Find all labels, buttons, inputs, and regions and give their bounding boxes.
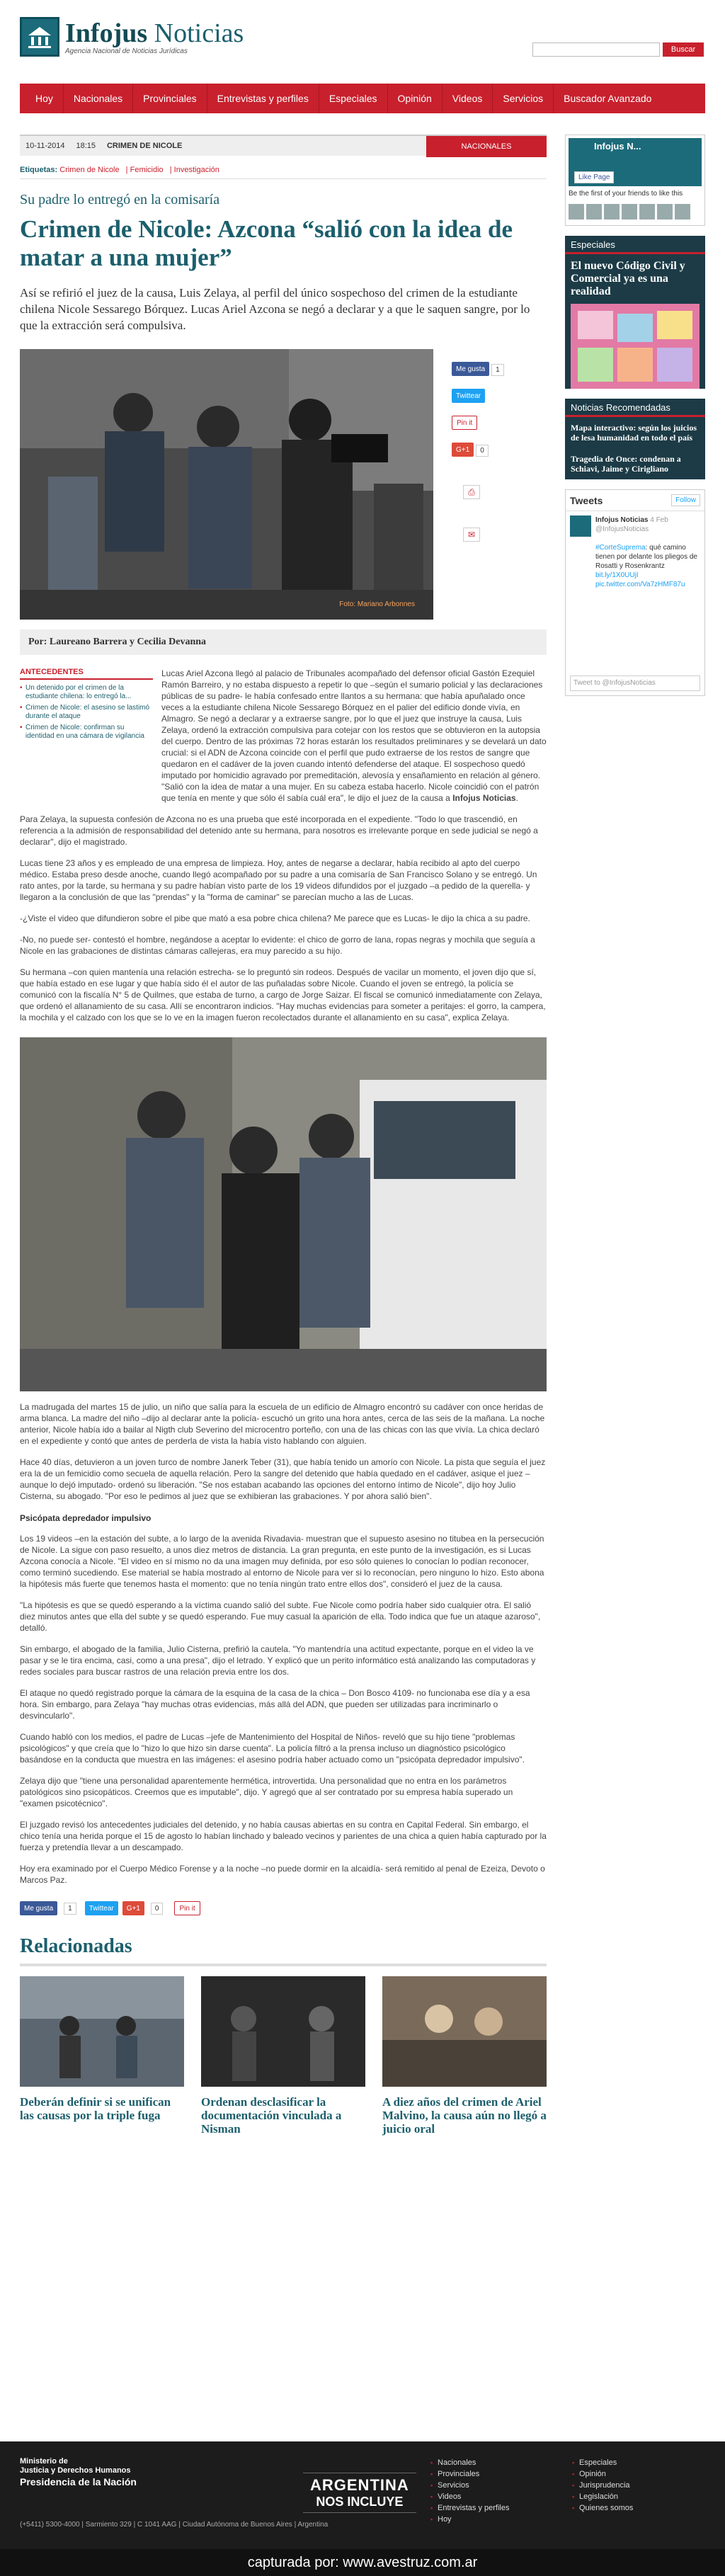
avatar[interactable] — [604, 204, 620, 220]
article-date: 10-11-2014 — [25, 142, 65, 150]
article-paragraph: -No, no puede ser- contestó el hombre, negándose a aceptar lo evidente: el chico de gorro de lana, ropas negras y mochila que seguía a Nicole en las grabaciones de distintas cámaras callejeras, era muy parecido a su hijo. — [20, 935, 535, 956]
facebook-like-page-button[interactable]: Like Page — [574, 171, 614, 183]
footer-link[interactable]: ▪ Opinión — [572, 2468, 633, 2480]
tweet — [566, 511, 704, 593]
tag-link[interactable]: Investigación — [173, 166, 219, 174]
related-card[interactable] — [20, 1976, 184, 2136]
logo-emblem-icon — [20, 17, 59, 57]
article-section[interactable]: CRIMEN DE NICOLE — [106, 142, 183, 150]
avatar[interactable] — [639, 204, 655, 220]
share-sidebar — [447, 349, 547, 620]
email-icon[interactable]: ✉ — [463, 528, 480, 542]
footer-link[interactable]: ▪ Nacionales — [430, 2457, 509, 2468]
nav-item-hoy[interactable]: Hoy — [25, 84, 64, 113]
tweet-handle[interactable]: @InfojusNoticias — [595, 525, 649, 533]
share-bottom-bar — [20, 1901, 547, 1915]
facebook-widget-text: Be the first of your friends to like this — [569, 190, 683, 198]
nav-item-buscador[interactable]: Buscador Avanzado — [564, 93, 652, 104]
article-subhead: Psicópata depredador impulsivo — [20, 1513, 152, 1523]
related-card[interactable] — [201, 1976, 365, 2136]
tags-label: Etiquetas: — [20, 166, 58, 174]
footer-links-a — [430, 2457, 509, 2525]
facebook-faces — [569, 201, 702, 222]
pinterest-button[interactable]: Pin it — [174, 1901, 200, 1915]
article-body — [20, 814, 547, 1886]
nav-item-servicios[interactable]: Servicios — [493, 84, 554, 113]
especiales-heading: Especiales — [565, 236, 705, 254]
article-paragraph: El ataque no quedó registrado porque la cámara de la esquina de la casa de la chica – Don Bosco 4109- no funcionaba ese día y a esa hora. Sin embargo, para Zelaya "hay muchas otras evidencias, más allá del ADN, que pueden ser utilizadas para incriminarlo o desvincularlo". — [20, 1688, 530, 1721]
antecedente-link[interactable]: • Crimen de Nicole: el asesino se lastimó durante el ataque — [20, 704, 153, 721]
avatar[interactable] — [570, 515, 591, 537]
tweet-author[interactable]: Infojus Noticias — [595, 516, 649, 524]
related-headline[interactable]: Deberán definir si se unifican las causas por la triple fuga — [20, 2095, 171, 2122]
photo-credit: Foto: Mariano Arbonnes — [339, 600, 415, 608]
related-title: Relacionadas — [20, 1935, 547, 1966]
twitter-follow-button[interactable]: Follow — [671, 494, 700, 506]
facebook-widget — [565, 135, 705, 226]
article-paragraph: Los 19 videos –en la estación del subte, a lo largo de la avenida Rivadavia- muestran que el supuesto asesino no titubea en la persecución de Nicole. La sigue con paso resuelto, a unos diez metros de distancia. La gran pregunta, en este punto de la investigación, es si Lucas Azcona conocía a Nicole. "El video en sí mismo no da una imagen muy definida, por eso sólo quienes lo conocían lo podían reconocer, como terminó sucediendo. Ese material se había mostrado al entorno de Nicole para ver si lo reconocían, pero ninguno lo hizo. Esto abona la hipótesis más fuerte que tenemos hasta el momento: que no tenía ningún trato entre ellos dos", consideró el juez de la causa. — [20, 1534, 544, 1589]
facebook-count: 1 — [491, 364, 504, 376]
article-paragraph: Hace 40 días, detuvieron a un joven turco de nombre Janerk Teber (31), que había tenido un amorío con Nicole. La pista que seguía el juez era la de un femicidio como secuela de aquella relación. Pero la sangre del detenido que había quedado en el cadáver, asique el juez –aunque lo dejó imputado- ordenó su liberación. "Se nos estaban acabando las opciones del entorno íntimo de Nicole", dijo hoy Julio Cisterna, su abogado. "Por eso le pedimos al juez que se exhibieran las grabaciones. Y por ahora salió bien". — [20, 1457, 546, 1501]
nav-item-videos[interactable]: Videos — [443, 84, 493, 113]
article-paragraph: Para Zelaya, la supuesta confesión de Azcona no es una prueba que esté incorporada en el expediente. "Todo lo que trascendió, en referencia a la admisión de responsabilidad del detenido ante su hermana, para nosotros es irrelevante porque en sede judicial se negó a declarar", dijo el magistrado. — [20, 814, 538, 847]
site-title: Infojus Noticias — [65, 18, 244, 48]
related-card[interactable] — [382, 1976, 547, 2136]
google-plus-button[interactable]: G+1 — [122, 1901, 144, 1915]
site-header — [0, 0, 725, 79]
footer-link[interactable]: ▪ Entrevistas y perfiles — [430, 2502, 509, 2514]
recomendadas-box — [565, 399, 705, 479]
tweet-hashtag[interactable]: #CorteSuprema — [595, 544, 646, 552]
main-content — [20, 135, 547, 2136]
recomendadas-heading: Noticias Recomendadas — [565, 399, 705, 417]
article-byline: Por: Laureano Barrera y Cecilia Devanna — [20, 629, 547, 655]
article-paragraph: Cuando habló con los medios, el padre de Lucas –jefe de Mantenimiento del Hospital de Niños- reveló que su hijo tiene "problemas psicológicos" y que creía que lo "hizo lo que hizo sin darse cuenta". La policía filtró a la prensa incluso un diagnóstico psicológico basándose en la conducta que muestra en las imágenes: el asesino podría haber actuado como un "psicópata depredador impulsivo". — [20, 1732, 525, 1765]
recomendada-link[interactable]: Tragedia de Once: condenan a Schiavi, Jaime y Cirigliano — [571, 454, 681, 474]
antecedentes-title: ANTECEDENTES — [20, 668, 153, 680]
facebook-like-button[interactable]: Me gusta — [452, 362, 489, 376]
article-headline: Crimen de Nicole: Azcona “salió con la idea de matar a una mujer” — [20, 215, 513, 271]
tweet-to-input[interactable]: Tweet to @InfojusNoticias — [570, 676, 700, 691]
print-icon[interactable]: ⎙ — [463, 485, 480, 499]
facebook-page-cover — [569, 138, 702, 186]
antecedente-link[interactable]: • Crimen de Nicole: confirman su identidad en una cámara de vigilancia — [20, 724, 153, 741]
footer-link[interactable]: ▪ Servicios — [430, 2480, 509, 2491]
pinterest-button[interactable]: Pin it — [452, 416, 477, 430]
footer-link[interactable]: ▪ Provinciales — [430, 2468, 509, 2480]
section-badge[interactable]: NACIONALES — [426, 136, 547, 157]
facebook-count: 1 — [64, 1903, 76, 1915]
footer-link[interactable]: ▪ Jurisprudencia — [572, 2480, 633, 2491]
especiales-title[interactable]: El nuevo Código Civil y Comercial ya es una realidad — [571, 260, 685, 297]
avatar[interactable] — [657, 204, 673, 220]
antecedente-link[interactable]: • Un detenido por el crimen de la estudiante chilena: lo entregó la... — [20, 684, 153, 701]
nav-item-entrevistas[interactable]: Entrevistas y perfiles — [207, 84, 319, 113]
antecedentes-box — [20, 668, 161, 804]
tags-bar: Etiquetas: Crimen de Nicole | Femicidio | Investigación — [20, 161, 547, 179]
google-plus-count: 0 — [151, 1903, 164, 1915]
sidebar — [565, 135, 705, 696]
related-image — [201, 1976, 365, 2087]
tweet-link[interactable]: bit.ly/1X0UUjI pic.twitter.com/Va7zHMF87u — [595, 571, 685, 588]
especiales-image[interactable] — [571, 304, 700, 389]
site-logo[interactable] — [20, 17, 244, 57]
footer-link[interactable]: ▪ Quienes somos — [572, 2502, 633, 2514]
article-paragraph: Lucas tiene 23 años y es empleado de una empresa de limpieza. Hoy, antes de negarse a declarar, había recibido al apto del cuerpo médico. Estaba preso desde anoche, cuando llegó acompañado por su padre a una comisaría de San Francisco Solano y se entregó. Un rato antes, por la tarde, su hermana y su padre habían visto parte de los 19 videos difundidos por el juzgado –a pedido de la querella- y llegaron a la conclusión de que las "prendas" y la "forma de caminar" se parecían mucho a las de Lucas. — [20, 858, 537, 902]
capture-watermark: capturada por: www.avestruz.com.ar — [0, 2549, 725, 2576]
related-headline[interactable]: Ordenan desclasificar la documentación vinculada a Nisman — [201, 2095, 342, 2136]
article-paragraph: -¿Viste el video que difundieron sobre el pibe que mató a esa pobre chica chilena? Me parece que es Lucas- le dijo la chica a su padre. — [20, 913, 530, 923]
twitter-share-button[interactable]: Twittear — [85, 1901, 118, 1915]
google-plus-button[interactable]: G+1 — [452, 443, 474, 457]
article-paragraph: El juzgado revisó los antecedentes judiciales del detenido, y no había causas abiertas en su contra en Capital Federal. Sin embargo, el chico tenía una herida porque el 15 de agosto lo habían linchado y baleado vecinos y parientes de una chica a quien había capturado por la fuerza y pretendía llevar a un descampado. — [20, 1820, 547, 1852]
search-input[interactable] — [532, 42, 660, 57]
article-summary: Así se refirió el juez de la causa, Luis Zelaya, al perfil del único sospechoso del crimen de la estudiante chilena Nicole Sessarego Bórquez. Lucas Ariel Azcona se negó a declarar y a que le saquen sangre, por lo que la extracción será compulsiva. — [20, 286, 530, 332]
article-paragraph: Sin embargo, el abogado de la familia, Julio Cisterna, prefirió la cautela. "Yo mantendría una actitud expectante, porque en el video la ve pasar y se le tira encima, casi, como a una presa", dijo el letrado. Y explicó que un perito informático está analizando las computadoras y redes sociales para buscar rastros de una relación previa entre los dos. — [20, 1644, 536, 1677]
nav-item-nacionales[interactable]: Nacionales — [64, 84, 133, 113]
related-list — [20, 1976, 547, 2136]
footer-links-b — [572, 2457, 633, 2514]
nav-item-especiales[interactable]: Especiales — [319, 84, 388, 113]
facebook-page-name[interactable]: Infojus N... — [594, 141, 641, 152]
article-photo-2 — [20, 1037, 547, 1391]
footer-link[interactable]: ▪ Especiales — [572, 2457, 633, 2468]
tag-link[interactable]: Crimen de Nicole — [59, 166, 120, 174]
avatar[interactable] — [586, 204, 602, 220]
article-paragraph: La madrugada del martes 15 de julio, un niño que salía para la escuela de un edificio de Almagro encontró su cadáver con once heridas de arma blanca. La madre del niño –dijo al declarar ante la policía- escuchó un grito una hora antes, cerca de las seis de la mañana. La noche anterior, Nicole había ido a bailar al Nigth club Severino del microcentro porteño, con una de las chicas con las que vivía. La chica declaró en el expediente y contó que antes de perderla de vista la había visto hablando con alguien. — [20, 1402, 545, 1446]
ministry-logo[interactable]: Ministerio de Justicia y Derechos Humanos Presidencia de la Nación — [20, 2457, 137, 2487]
twitter-share-button[interactable]: Twittear — [452, 389, 485, 403]
site-subtitle: Agencia Nacional de Noticias Jurídicas — [65, 47, 188, 55]
especiales-box — [565, 236, 705, 389]
avatar[interactable] — [675, 204, 690, 220]
facebook-like-button[interactable]: Me gusta — [20, 1901, 57, 1915]
footer-address: (+5411) 5300-4000 | Sarmiento 329 | C 1041 AAG | Ciudad Autónoma de Buenos Aires | Argentina — [20, 2521, 329, 2529]
article-paragraph: "La hipótesis es que se quedó esperando a la víctima cuando salió del subte. Fue Nicole como podría haber sido cualquier otra. El salió diez minutos antes que ella del subte y se quedó esperando. Fue muy casual la aparición de ella. Todo indica que fue un ataque azaroso", detalló. — [20, 1600, 541, 1633]
argentina-logo: ARGENTINA NOS INCLUYE — [303, 2473, 416, 2513]
article-photo — [20, 349, 433, 620]
footer-link[interactable]: ▪ Hoy — [430, 2514, 509, 2525]
main-nav — [20, 84, 705, 113]
site-footer — [0, 2441, 725, 2549]
avatar[interactable] — [622, 204, 637, 220]
nav-item-provinciales[interactable]: Provinciales — [133, 84, 207, 113]
article-paragraph: Zelaya dijo que "tiene una personalidad aparentemente hermética, introvertida. Una personalidad que no entra en los parámetros patológicos sino psicopáticos. Creemos que es imputable", dijo. Y agregó que al ser contratado por su empresa había superado un "examen psicotécnico". — [20, 1776, 513, 1808]
tweets-heading: Tweets — [570, 494, 603, 506]
search-form — [532, 42, 704, 57]
twitter-widget — [565, 489, 705, 696]
meta-bar — [20, 135, 547, 156]
tweet-date: 4 Feb — [650, 516, 668, 524]
related-image — [382, 1976, 547, 2087]
article-paragraph: Su hermana –con quien mantenía una relación estrecha- se lo preguntó sin rodeos. Después de vacilar un momento, el joven dijo que sí, que había estado en ese lugar y que había sido él el autor de las puñaladas sobre Nicole. Cuando el joven se entregó, la policía se comunicó con la fiscalía N° 5 de Quilmes, que estaba de turno, a cargo de Jorge Saizar. El fiscal se comunicó inmediatamente con Zelaya, que ordenó el allanamiento de su casa. Allí se encontraron indicios. "Hay muchas evidencias para someter a peritajes: el gorro, la campera, la mochila y el calzado con los que se lo ve en la imagen fueron recolectados durante el allanamiento en su casa", explica Zelaya. — [20, 967, 546, 1022]
footer-link[interactable]: ▪ Videos — [430, 2491, 509, 2502]
recomendada-link[interactable]: Mapa interactivo: según los juicios de lesa humanidad en todo el país — [571, 423, 697, 443]
nav-item-opinion[interactable]: Opinión — [388, 84, 443, 113]
tweet-text: : qué camino tienen por delante los pliegos de Rosatti y Rosenkrantz — [595, 544, 697, 570]
article-paragraph: Hoy era examinado por el Cuerpo Médico Forense y a la noche –no puede dormir en la alcaidía- será remitido al penal de Ezeiza, Devoto o Marcos Paz. — [20, 1864, 545, 1885]
search-button[interactable]: Buscar — [663, 42, 704, 57]
article-paragraph: Lucas Ariel Azcona llegó al palacio de Tribunales acompañado del defensor oficial Gastón Ezequiel Ramón Barreiro, y no estaba dispuesto a repetir lo que –según el sumario policial y las declaraciones públicas de su padre- le había confesado entre llantos a su hermana: que había apuñalado once veces a la estudiante chilena Nicole Sessarego Bórquez en el palier del edificio donde vivía, en Almagro. Se negó a declarar y a extraerse sangre, por lo que el juez que instruye la causa, Luis Zelaya, ordenó la extracción compulsiva para cotejar con los restos que se obtuvieron en la autopsia del cuerpo. Dentro de las próximas 72 horas estarán los resultados preliminares y se develará un dato crucial: si el ADN de Azcona coincide con el perfil que pudo extraerse de los restos de sangre que quedaron en el cadáver de la joven cuando intentó defenderse del ataque. El sospechoso quedó imputado por homicidio agravado por premeditación, alevosía y ensañamiento en relación al género. "Salió con la idea de matar a una mujer. En su cabeza estaba hacerlo. Nicole coincidió con el patrón que tenía en mente y que sólo él sabía cuál era", le dijo el juez de la causa a Infojus Noticias. — [161, 668, 547, 803]
article-kicker: Su padre lo entregó en la comisaría — [20, 192, 220, 207]
tag-link[interactable]: Femicidio — [130, 166, 164, 174]
article-time: 18:15 — [76, 142, 96, 150]
related-image — [20, 1976, 184, 2087]
avatar[interactable] — [569, 204, 584, 220]
footer-link[interactable]: ▪ Legislación — [572, 2491, 633, 2502]
google-plus-count: 0 — [476, 445, 489, 457]
related-headline[interactable]: A diez años del crimen de Ariel Malvino, la causa aún no llegó a juicio oral — [382, 2095, 547, 2136]
